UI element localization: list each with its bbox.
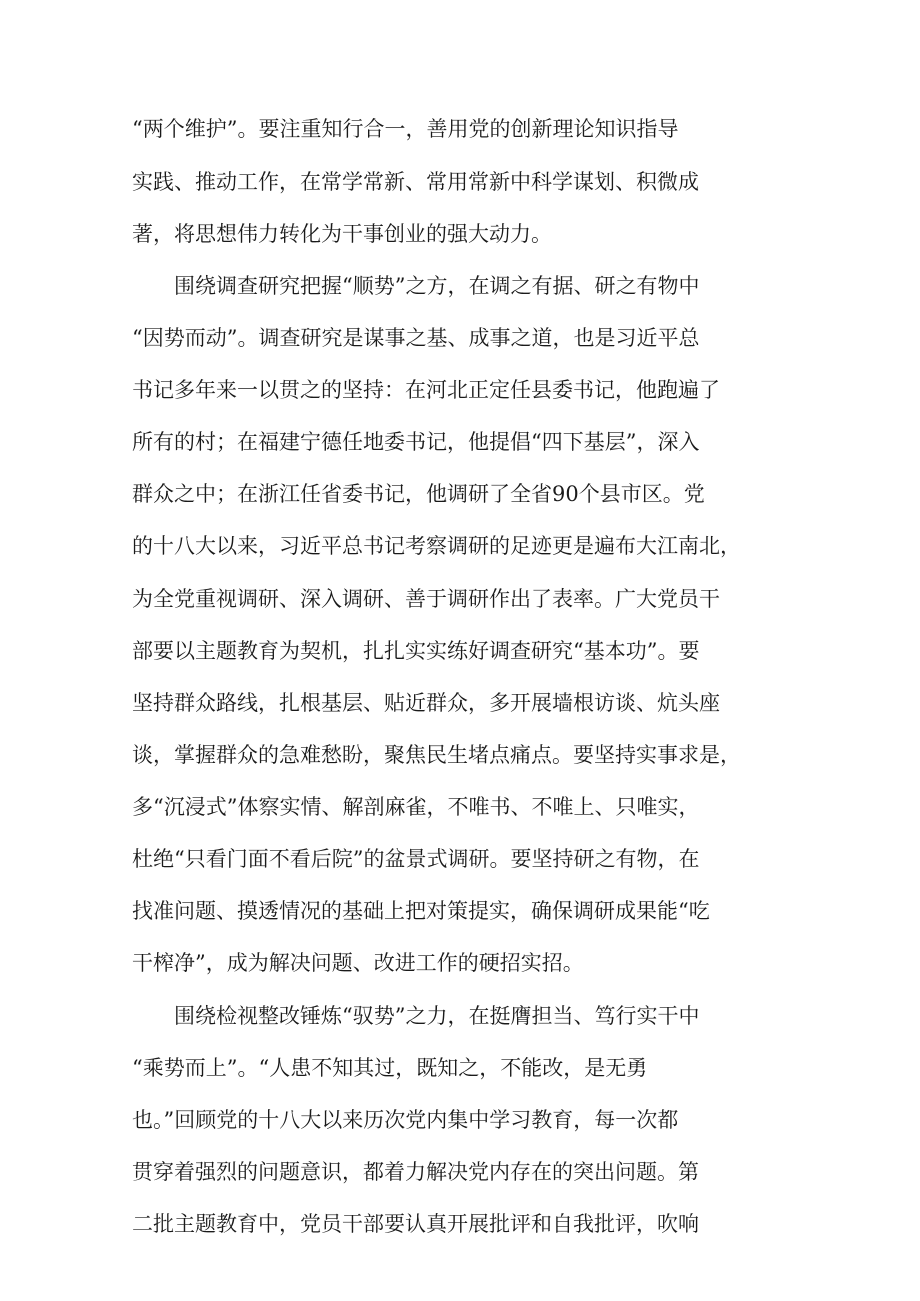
- text-line: 多“沉浸式”体察实情、解剖麻雀，不唯书、不唯上、只唯实，: [132, 795, 700, 819]
- text-line: 坚持群众路线，扎根基层、贴近群众，多开展墙根访谈、炕头座: [132, 691, 720, 715]
- text-line: 杜绝“只看门面不看后院”的盆景式调研。要坚持研之有物，在: [132, 847, 700, 871]
- text-line: “两个维护”。要注重知行合一，善用党的创新理论知识指导: [132, 117, 679, 141]
- text-line: 书记多年来一以贯之的坚持：在河北正定任县委书记，他跑遍了: [132, 378, 720, 402]
- text-line: 贯穿着强烈的问题意识，都着力解决党内存在的突出问题。第: [132, 1160, 699, 1184]
- text-line: “乘势而上”。“人患不知其过，既知之，不能改，是无勇: [132, 1056, 648, 1080]
- text-line: 干榨净”，成为解决问题、改进工作的硬招实招。: [132, 951, 584, 975]
- text-line: 部要以主题教育为契机，扎扎实实练好调查研究“基本功”。要: [132, 639, 700, 663]
- text-line: 所有的村；在福建宁德任地委书记，他提倡“四下基层”，深入: [132, 430, 700, 454]
- paragraph-first-line: 围绕检视整改锤炼“驭势”之力，在挺膺担当、笃行实干中: [174, 1004, 700, 1028]
- text-line: 著，将思想伟力转化为干事创业的强大动力。: [132, 222, 552, 246]
- text-line: 群众之中；在浙江任省委书记，他调研了全省90个县市区。党: [132, 482, 705, 506]
- paragraph-first-line: 围绕调查研究把握“顺势”之方，在调之有据、研之有物中: [174, 274, 700, 298]
- text-line: “因势而动”。调查研究是谋事之基、成事之道，也是习近平总: [132, 326, 700, 350]
- text-line: 为全党重视调研、深入调研、善于调研作出了表率。广大党员干: [132, 587, 720, 611]
- text-line: 谈，掌握群众的急难愁盼，聚焦民生堵点痛点。要坚持实事求是，: [132, 743, 741, 767]
- text-line: 的十八大以来，习近平总书记考察调研的足迹更是遍布大江南北，: [132, 534, 741, 558]
- text-line: 实践、推动工作，在常学常新、常用常新中科学谋划、积微成: [132, 170, 699, 194]
- text-line: 二批主题教育中，党员干部要认真开展批评和自我批评，吹响: [132, 1212, 699, 1236]
- text-line: 也。”回顾党的十八大以来历次党内集中学习教育，每一次都: [132, 1108, 679, 1132]
- text-line: 找准问题、摸透情况的基础上把对策提实，确保调研成果能“吃: [132, 899, 710, 923]
